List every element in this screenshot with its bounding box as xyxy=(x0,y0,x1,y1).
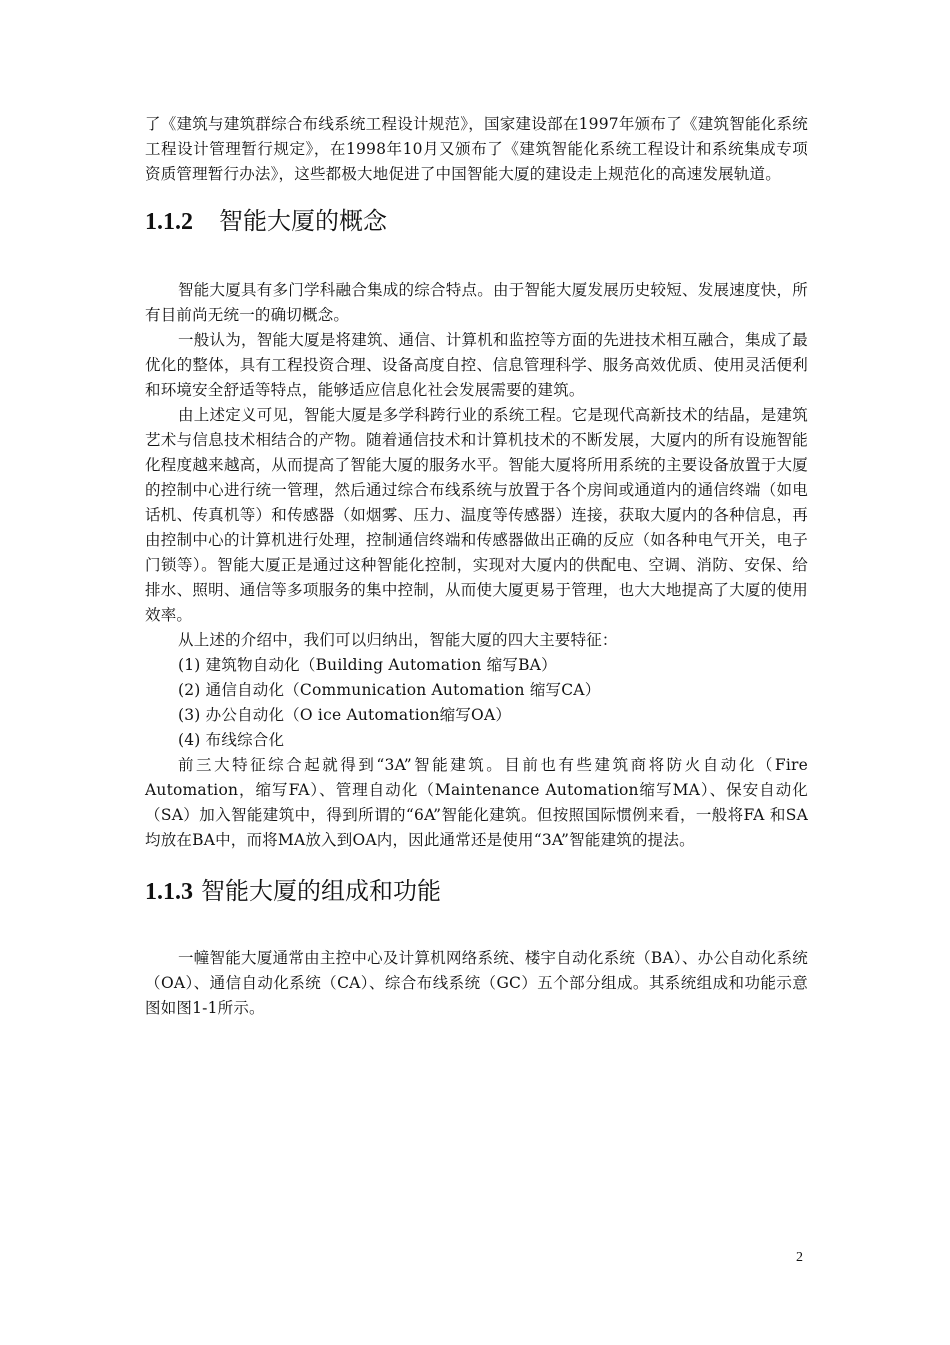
concept-paragraph-1: 智能大厦具有多门学科融合集成的综合特点。由于智能大厦发展历史较短、发展速度快，所有目前尚无统一的确切概念。 xyxy=(145,281,808,324)
composition-paragraph: 一幢智能大厦通常由主控中心及计算机网络系统、楼宇自动化系统（BA）、办公自动化系统（OA）、通信自动化系统（CA）、综合布线系统（GC）五个部分组成。其系统组成和功能示意图如图1-1所示。 xyxy=(145,949,808,1017)
feature-item-2: (2) 通信自动化（Communication Automation 缩写CA） xyxy=(178,681,601,699)
feature-item-1: (1) 建筑物自动化（Building Automation 缩写BA） xyxy=(178,656,557,674)
feature-item-3: (3) 办公自动化（O ice Automation缩写OA） xyxy=(178,706,512,724)
closing-paragraph: 前三大特征综合起就得到“3A”智能建筑。目前也有些建筑商将防火自动化（Fire Automation，缩写FA）、管理自动化（Maintenance Automation缩写MA）、保安自动化（SA）加入智能建筑中，得到所谓的“6A”智能化建筑。但按照国际惯例来看，一般将FA 和SA均放在BA中，而将MA放入到OA内，因此通常还是使用“3A”智能建筑的提法。 xyxy=(145,756,808,849)
section-heading-1-1-2 xyxy=(145,205,808,238)
intro-paragraph: 了《建筑与建筑群综合布线系统工程设计规范》，国家建设部在1997年颁布了《建筑智能化系统工程设计管理暂行规定》，在1998年10月又颁布了《建筑智能化系统工程设计和系统集成专项资质管理暂行办法》，这些都极大地促进了中国智能大厦的建设走上规范化的高速发展轨道。 xyxy=(145,115,808,183)
section-number: 1.1.2 xyxy=(145,209,193,235)
concept-paragraph-3: 由上述定义可见，智能大厦是多学科跨行业的系统工程。它是现代高新技术的结晶，是建筑艺术与信息技术相结合的产物。随着通信技术和计算机技术的不断发展，大厦内的所有设施智能化程度越来越高，从而提高了智能大厦的服务水平。智能大厦将所用系统的主要设备放置于大厦的控制中心进行统一管理，然后通过综合布线系统与放置于各个房间或通道内的通信终端（如电话机、传真机等）和传感器（如烟雾、压力、温度等传感器）连接，获取大厦内的各种信息，再由控制中心的计算机进行处理，控制通信终端和传感器做出正确的反应（如各种电气开关，电子门锁等）。智能大厦正是通过这种智能化控制，实现对大厦内的供配电、空调、消防、安保、给排水、照明、通信等多项服务的集中控制，从而使大厦更易于管理，也大大地提高了大厦的使用效率。 xyxy=(145,406,808,624)
section-title: 智能大厦的组成和功能 xyxy=(201,877,441,905)
document-page xyxy=(145,112,808,1021)
section-number: 1.1.3 xyxy=(145,879,193,905)
section-heading-1-1-3 xyxy=(145,875,808,908)
concept-paragraph-2: 一般认为，智能大厦是将建筑、通信、计算机和监控等方面的先进技术相互融合，集成了最优化的整体，具有工程投资合理、设备高度自控、信息管理科学、服务高效优质、使用灵活便利和环境安全舒适等特点，能够适应信息化社会发展需要的建筑。 xyxy=(145,331,808,399)
page-number: 2 xyxy=(796,1250,803,1265)
concept-paragraph-4: 从上述的介绍中，我们可以归纳出，智能大厦的四大主要特征： xyxy=(178,631,618,649)
section-title: 智能大厦的概念 xyxy=(219,207,387,235)
feature-item-4: (4) 布线综合化 xyxy=(178,731,285,749)
